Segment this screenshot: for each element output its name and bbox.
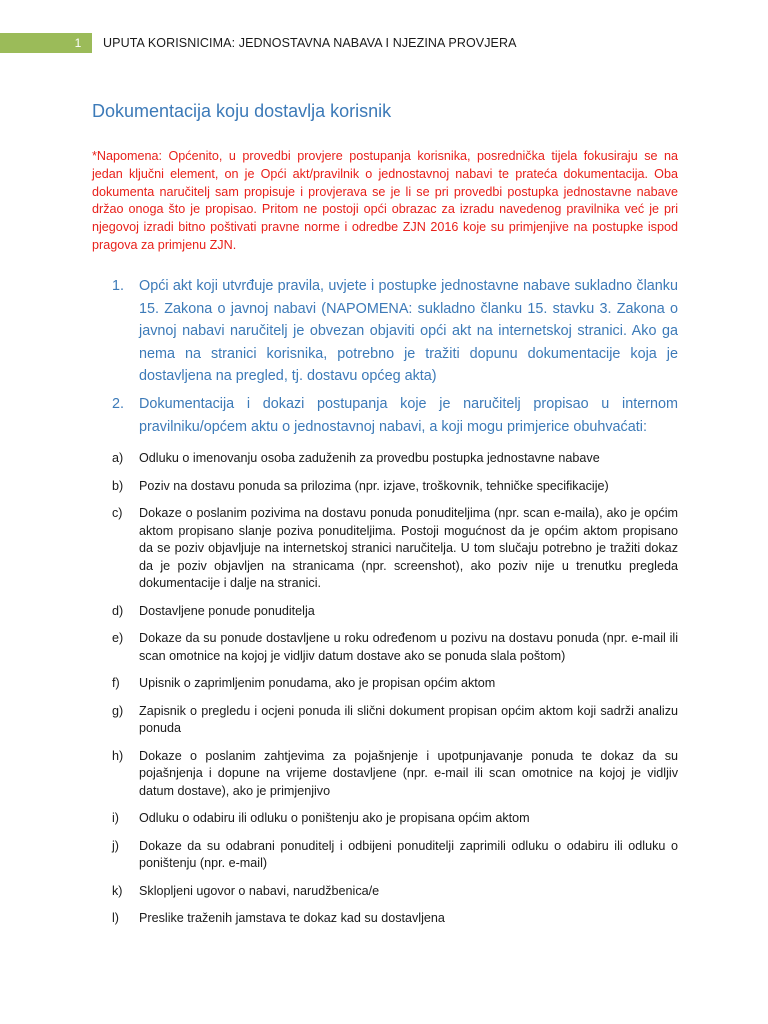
- section-heading: Dokumentacija koju dostavlja korisnik: [92, 101, 392, 121]
- list-item-label: d): [112, 603, 124, 618]
- list-item-label: l): [112, 911, 119, 925]
- numbered-item-text: Opći akt koji utvrđuje pravila, uvjete i postupke jednostavne nabave sukladno članku 15. Zakona o javnoj nabavi (NAPOMENA: sukladno članku 15. stavku 3. Zakona o javnoj nabavi naručitelj je obvezan objaviti opći akt na internetskoj stranici. Ako ga nema na stranici korisnika, potrebno je tražiti dopunu dokumentacije koja je dostavljena na pregled, tj. dostavu općeg akta): [139, 278, 678, 384]
- list-item-label: h): [112, 748, 124, 763]
- page-number-box: [0, 33, 92, 53]
- list-item-text: Odluku o odabiru ili odluku o poništenju ako je propisana općim aktom: [139, 811, 530, 825]
- list-item-text: Dokaze da su ponude dostavljene u roku određenom u pozivu na dostavu ponuda (npr. e-mail ili scan omotnice na kojoj je vidljiv datum dostave ako se ponuda slala poštom): [139, 631, 678, 663]
- numbered-item-number: 2.: [112, 396, 125, 412]
- list-item-j: [92, 838, 678, 873]
- list-item-text: Dokaze o poslanim zahtjevima za pojašnjenje i upotpunjavanje ponuda te dokaz da su pojašnjenja i dopune na vrijeme dostavljene (npr. e-mail ili scan omotnice na kojoj je vidljiv datum dostave), ako je primjenjivo: [139, 748, 678, 798]
- list-item-label: i): [112, 811, 119, 825]
- list-item-label: g): [112, 703, 124, 718]
- numbered-item-2: [92, 393, 678, 438]
- page-number: 1: [74, 36, 82, 50]
- numbered-item-1: [92, 275, 678, 388]
- list-item-e: [92, 630, 678, 665]
- lettered-list: [92, 450, 678, 938]
- list-item-text: Odluku o imenovanju osoba zaduženih za provedbu postupka jednostavne nabave: [139, 451, 600, 465]
- page-header: [0, 33, 768, 53]
- list-item-label: j): [112, 838, 119, 853]
- list-item-f: [92, 675, 678, 693]
- list-item-text: Sklopljeni ugovor o nabavi, narudžbenica/e: [139, 883, 380, 898]
- header-title: UPUTA KORISNICIMA: JEDNOSTAVNA NABAVA I NJEZINA PROVJERA: [103, 36, 517, 50]
- list-item-h: [92, 748, 678, 801]
- list-item-d: [92, 603, 678, 621]
- list-item-i: [92, 810, 678, 828]
- list-item-a: [92, 450, 678, 468]
- numbered-item-text: Dokumentacija i dokazi postupanja koje je naručitelj propisao u internom pravilniku/općem aktu o jednostavnoj nabavi, a koji mogu primjerice obuhvaćati:: [139, 396, 678, 435]
- list-item-text: Poziv na dostavu ponuda sa prilozima (npr. izjave, troškovnik, tehničke specifikacije): [139, 478, 609, 493]
- numbered-item-number: 1.: [112, 278, 125, 294]
- list-item-label: a): [112, 451, 124, 465]
- list-item-text: Zapisnik o pregledu i ocjeni ponuda ili slični dokument propisan općim aktom koji sadrži analizu ponuda: [139, 703, 678, 735]
- list-item-c: [92, 505, 678, 593]
- list-item-l: [92, 910, 678, 928]
- list-item-label: b): [112, 478, 124, 493]
- list-item-label: e): [112, 631, 124, 645]
- list-item-label: k): [112, 883, 123, 898]
- list-item-text: Dokaze o poslanim pozivima na dostavu ponuda ponuditeljima (npr. scan e-maila), ako je općim aktom propisano slanje poziva ponuditeljima. Postoji mogućnost da je općim aktom propisano da se poziv objavljuje na internetskoj stranici naručitelja. U tom slučaju potrebno je tražiti dokaz da je poziv objavljen na stranicama (npr. screenshot), ako poziv nije u trenutku pregleda dokumentacije i dalje na stranici.: [139, 506, 678, 590]
- list-item-b: [92, 478, 678, 496]
- list-item-text: Dostavljene ponude ponuditelja: [139, 603, 315, 618]
- list-item-text: Dokaze da su odabrani ponuditelj i odbijeni ponuditelji zaprimili odluku o odabiru ili odluku o poništenju (npr. e-mail): [139, 838, 678, 870]
- list-item-g: [92, 703, 678, 738]
- list-item-label: c): [112, 506, 123, 520]
- note-paragraph: *Napomena: Općenito, u provedbi provjere postupanja korisnika, posrednička tijela fokusiraju se na jedan ključni element, on je Opći akt/pravilnik o jednostavnoj nabavi te prateća dokumentacija. Oba dokumenta naručitelj sam propisuje i provjerava se je li se pri provedbi postupka jednostavne nabave držao onoga što je propisao. Pritom ne postoji opći obrazac za izradu navedenog pravilnika već je pri njegovoj izradi bitno poštivati pravne norme i odredbe ZJN 2016 koje su primjenjive na postupke ispod pragova za primjenu ZJN.: [92, 149, 678, 252]
- list-item-text: Preslike traženih jamstava te dokaz kad su dostavljena: [139, 911, 445, 925]
- list-item-label: f): [112, 676, 120, 690]
- list-item-k: [92, 883, 678, 901]
- list-item-text: Upisnik o zaprimljenim ponudama, ako je propisan općim aktom: [139, 676, 496, 690]
